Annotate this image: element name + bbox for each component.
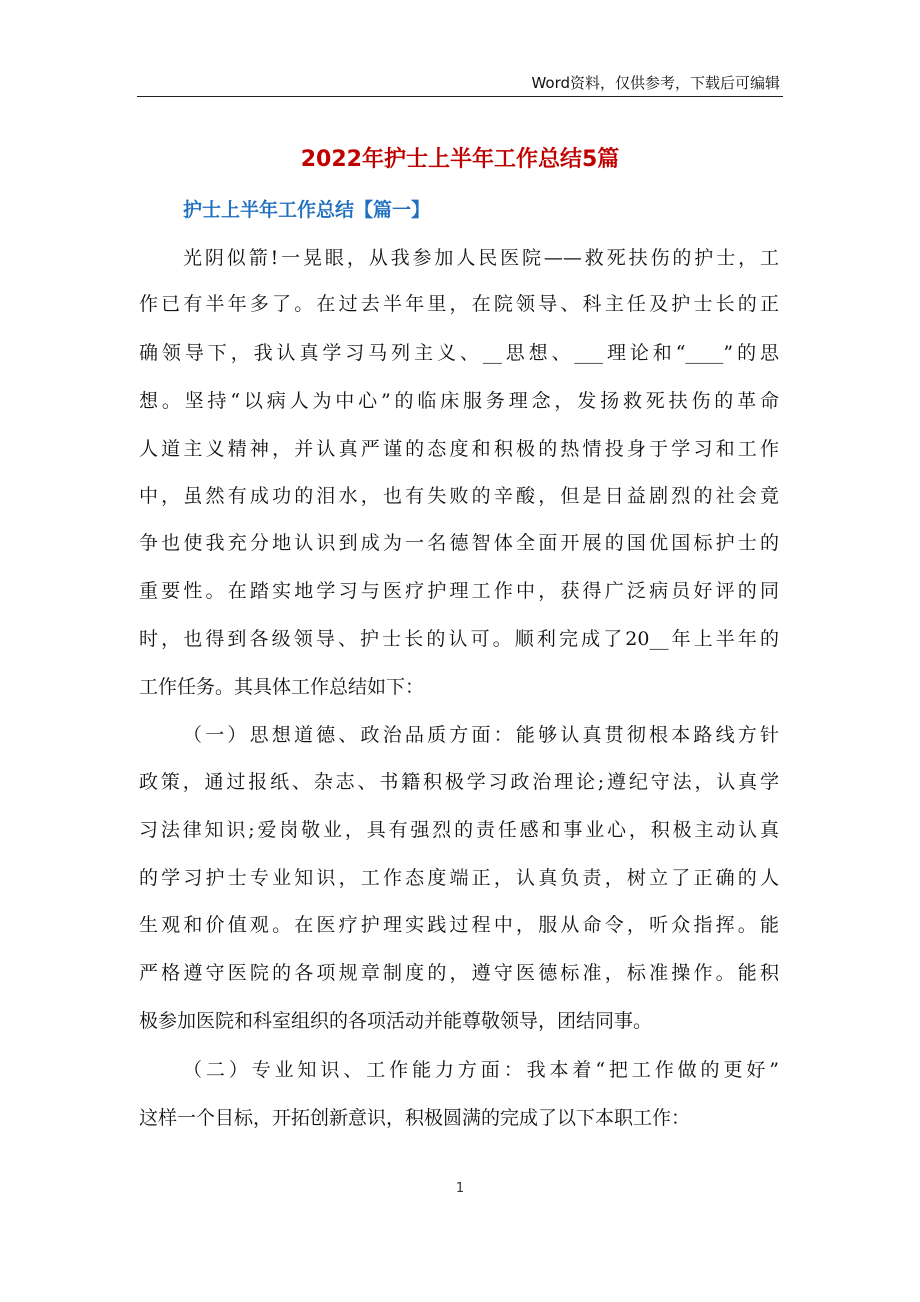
- text-line: 的学习护士专业知识，工作态度端正，认真负责，树立了正确的人: [139, 867, 779, 889]
- text-line: 光阴似箭!一晃眼，从我参加人民医院——救死扶伤的护士，工: [183, 247, 779, 269]
- document-title: 2022年护士上半年工作总结5篇: [300, 147, 620, 172]
- header-divider: [137, 96, 783, 97]
- text-line: 争也使我充分地认识到成为一名德智体全面开展的国优国标护士的: [139, 532, 779, 554]
- text-line: 严格遵守医院的各项规章制度的，遵守医德标准，标准操作。能积: [139, 962, 779, 984]
- text-line: 这样一个目标，开拓创新意识，积极圆满的完成了以下本职工作：: [139, 1107, 691, 1129]
- text-line: 人道主义精神，并认真严谨的态度和积极的热情投身于学习和工作: [139, 438, 779, 460]
- text-line: 重要性。在踏实地学习与医疗护理工作中，获得广泛病员好评的同: [139, 580, 779, 602]
- text-line: 习法律知识;爱岗敬业，具有强烈的责任感和事业心，积极主动认真: [139, 819, 779, 841]
- text-line: （二）专业知识、工作能力方面：我本着“把工作做的更好”: [183, 1059, 779, 1081]
- text-line: 作已有半年多了。在过去半年里，在院领导、科主任及护士长的正: [139, 293, 779, 315]
- text-line: （一）思想道德、政治品质方面：能够认真贯彻根本路线方针: [183, 724, 779, 746]
- text-line: 极参加医院和科室组织的各项活动并能尊敬领导，团结同事。: [139, 1010, 653, 1032]
- section-heading: 护士上半年工作总结【篇一】: [183, 199, 431, 221]
- text-line: 工作任务。其具体工作总结如下：: [139, 676, 425, 698]
- text-line: 中，虽然有成功的泪水，也有失败的辛酸，但是日益剧烈的社会竟: [139, 485, 779, 507]
- text-line: 政策，通过报纸、杂志、书籍积极学习政治理论;遵纪守法，认真学: [139, 771, 779, 793]
- text-line: 时，也得到各级领导、护士长的认可。顺利完成了20__年上半年的: [139, 628, 779, 650]
- page-number: 1: [455, 1181, 465, 1196]
- text-line: 想。坚持“以病人为中心”的临床服务理念，发扬救死扶伤的革命: [139, 390, 779, 412]
- text-line: 确领导下，我认真学习马列主义、__思想、___理论和“____”的思: [139, 342, 779, 364]
- page-header-note: Word资料，仅供参考，下载后可编辑: [531, 74, 780, 92]
- text-line: 生观和价值观。在医疗护理实践过程中，服从命令，听众指挥。能: [139, 914, 779, 936]
